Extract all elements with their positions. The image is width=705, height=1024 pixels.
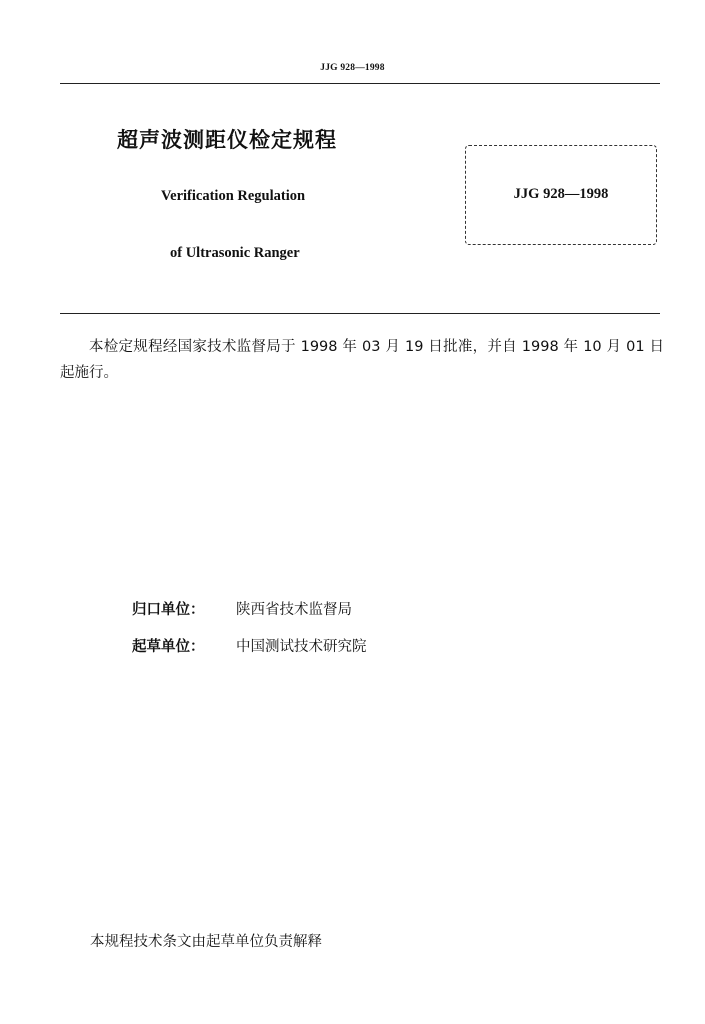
drafting-unit-label: 起草单位： [132,639,205,655]
approval-paragraph: 本检定规程经国家技术监督局于 1998 年 03 月 19 日批准，并自 1998 年 10 月 01 日起施行。 [60,339,664,381]
title-chinese: 超声波测距仪检定规程 [117,128,337,152]
title-divider-rule [60,313,660,314]
title-english-line2: of Ultrasonic Ranger [170,245,300,261]
title-english-line1: Verification Regulation [161,188,306,204]
responsible-unit-label: 归口单位： [132,602,205,618]
running-header-code: JJG 928—1998 [320,63,385,73]
responsible-unit-value: 陕西省技术监督局 [236,602,352,618]
standard-code-box [465,145,657,245]
standard-code: JJG 928—1998 [513,186,609,202]
drafting-unit-row [132,635,367,656]
interpretation-note: 本规程技术条文由起草单位负责解释 [90,934,322,950]
drafting-unit-value: 中国测试技术研究院 [236,639,367,655]
header-rule [60,83,660,84]
responsible-unit-row [132,598,352,619]
